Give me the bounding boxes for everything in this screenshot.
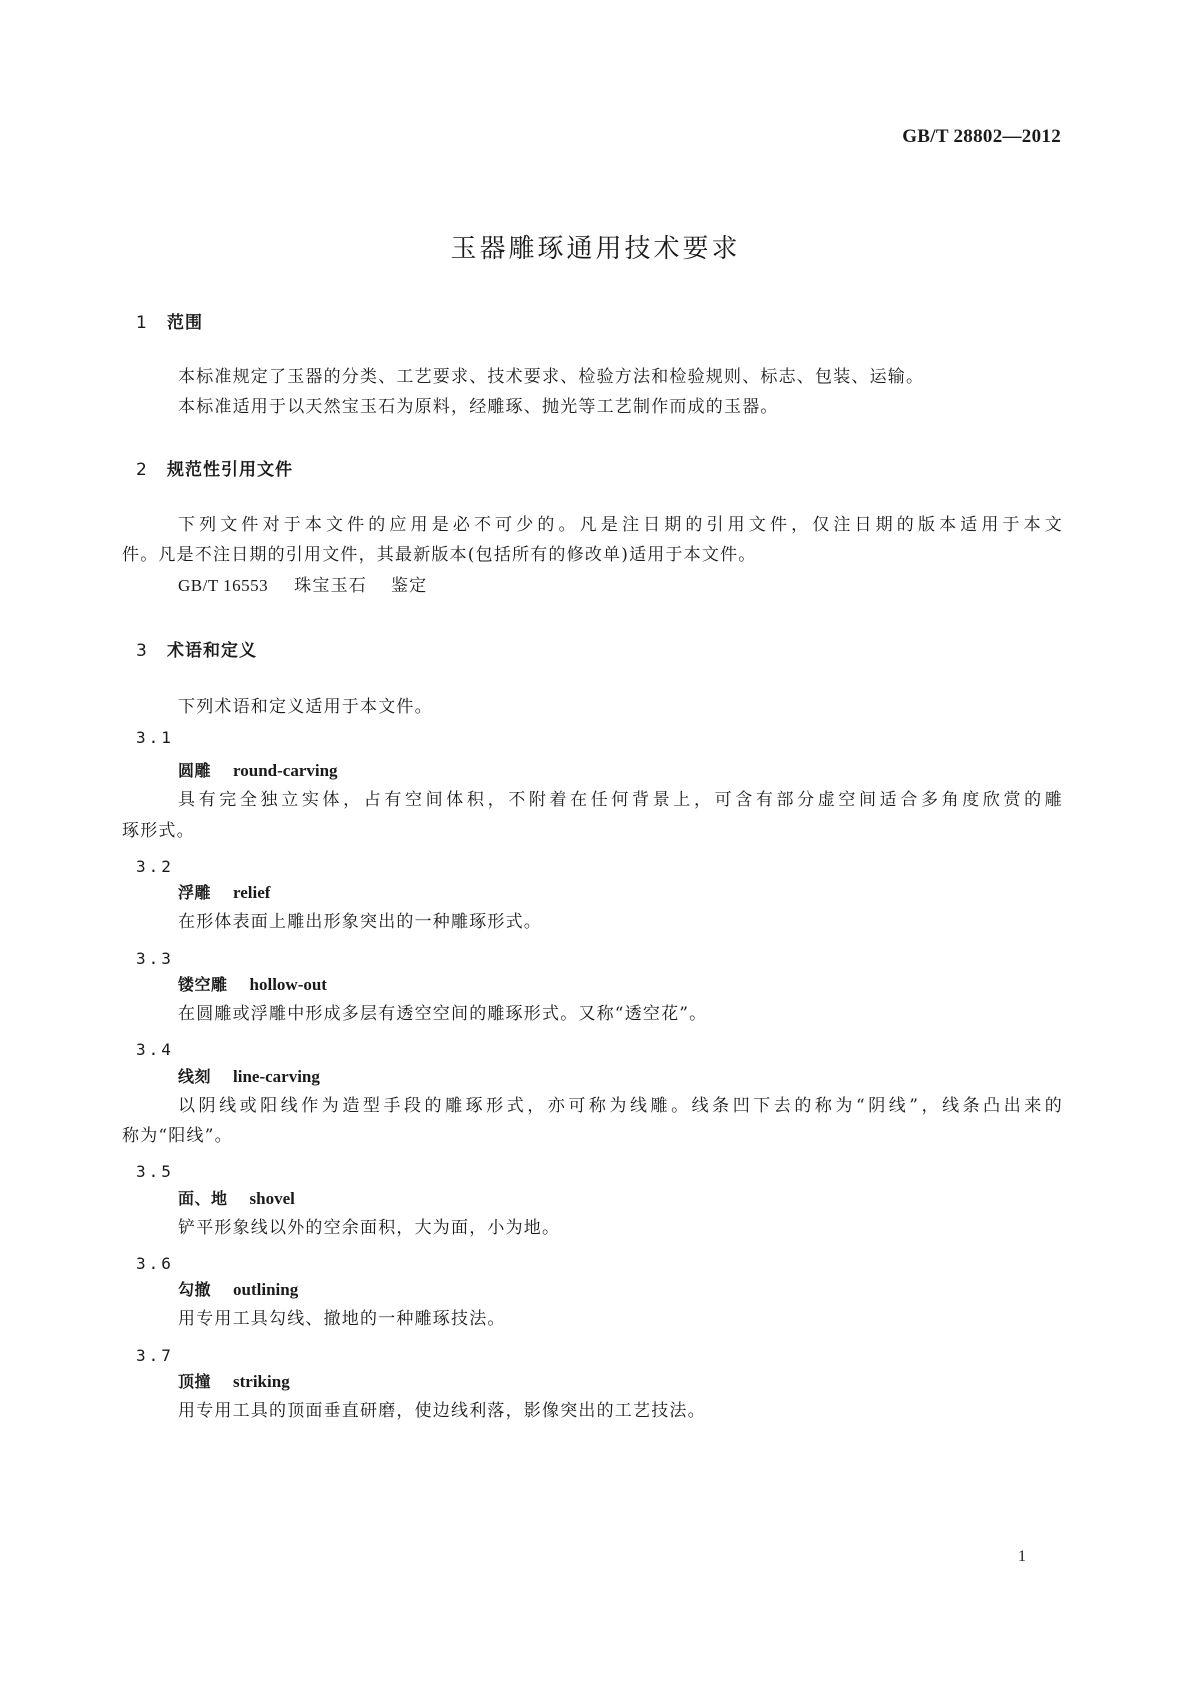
term-number: 3.4: [136, 1040, 174, 1059]
section-1-heading: [136, 308, 203, 333]
term-number: 3.6: [136, 1254, 174, 1273]
section-title: 范围: [167, 313, 203, 333]
normative-reference: [178, 571, 427, 601]
term-definition-line: 在形体表面上雕出形象突出的一种雕琢形式。: [178, 912, 542, 932]
term-en: hollow-out: [249, 975, 327, 994]
term-definition-line: 具有完全独立实体，占有空间体积，不附着在任何背景上，可含有部分虚空间适合多角度欣赏的雕: [178, 790, 1063, 810]
paragraph-line: 件。凡是不注日期的引用文件，其最新版本(包括所有的修改单)适用于本文件。: [122, 545, 757, 565]
term-zh: 镂空雕: [178, 975, 228, 994]
paragraph-line: 下列文件对于本文件的应用是必不可少的。凡是注日期的引用文件，仅注日期的版本适用于本文: [178, 515, 1063, 535]
term-definition-line: 以阴线或阳线作为造型手段的雕琢形式，亦可称为线雕。线条凹下去的称为“阴线”，线条凸出来的: [178, 1096, 1063, 1116]
term-title: [178, 758, 338, 781]
reference-code: GB/T 16553: [178, 576, 269, 595]
document-title: 玉器雕琢通用技术要求: [450, 234, 741, 264]
term-number: 3.5: [136, 1162, 174, 1181]
term-en: relief: [233, 883, 271, 902]
section-2-heading: [136, 455, 293, 480]
term-title: [178, 972, 327, 995]
term-number: 3.3: [136, 949, 174, 968]
paragraph: 下列术语和定义适用于本文件。: [178, 697, 433, 717]
standard-code: GB/T 28802—2012: [902, 126, 1061, 147]
term-number: 3.2: [136, 857, 174, 876]
section-number: 2: [136, 460, 148, 480]
term-definition-line: 用专用工具勾线、撤地的一种雕琢技法。: [178, 1309, 506, 1329]
section-3-heading: [136, 636, 257, 661]
term-definition-line: 铲平形象线以外的空余面积，大为面，小为地。: [178, 1218, 561, 1238]
paragraph: 本标准适用于以天然宝玉石为原料，经雕琢、抛光等工艺制作而成的玉器。: [178, 397, 779, 417]
term-definition-line: 在圆雕或浮雕中形成多层有透空空间的雕琢形式。又称“透空花”。: [178, 1004, 708, 1024]
paragraph: 本标准规定了玉器的分类、工艺要求、技术要求、检验方法和检验规则、标志、包装、运输。: [178, 367, 925, 387]
term-zh: 圆雕: [178, 761, 212, 780]
term-definition-line: 用专用工具的顶面垂直研磨，使边线利落，影像突出的工艺技法。: [178, 1401, 706, 1421]
term-en: line-carving: [233, 1067, 320, 1086]
term-en: shovel: [249, 1189, 295, 1208]
term-number: 3.7: [136, 1346, 174, 1365]
reference-name-part: 珠宝玉石: [294, 576, 367, 596]
term-definition-line: 称为“阳线”。: [122, 1126, 233, 1146]
term-title: [178, 1369, 290, 1392]
section-number: 1: [136, 313, 148, 333]
term-title: [178, 880, 270, 903]
section-title: 术语和定义: [167, 641, 257, 661]
term-zh: 线刻: [178, 1067, 212, 1086]
term-definition-line: 琢形式。: [122, 821, 195, 841]
term-title: [178, 1277, 298, 1300]
term-zh: 浮雕: [178, 883, 212, 902]
term-title: [178, 1064, 320, 1087]
term-en: round-carving: [233, 761, 338, 780]
reference-name-part: 鉴定: [390, 576, 428, 596]
term-en: outlining: [233, 1280, 299, 1299]
term-number: 3.1: [136, 728, 174, 747]
term-zh: 面、地: [178, 1189, 228, 1208]
term-zh: 勾撤: [178, 1280, 212, 1299]
term-en: striking: [233, 1372, 290, 1391]
page-number: 1: [1018, 1548, 1026, 1565]
term-zh: 顶撞: [178, 1372, 212, 1391]
section-number: 3: [136, 641, 148, 661]
section-title: 规范性引用文件: [167, 460, 293, 480]
term-title: [178, 1186, 295, 1209]
